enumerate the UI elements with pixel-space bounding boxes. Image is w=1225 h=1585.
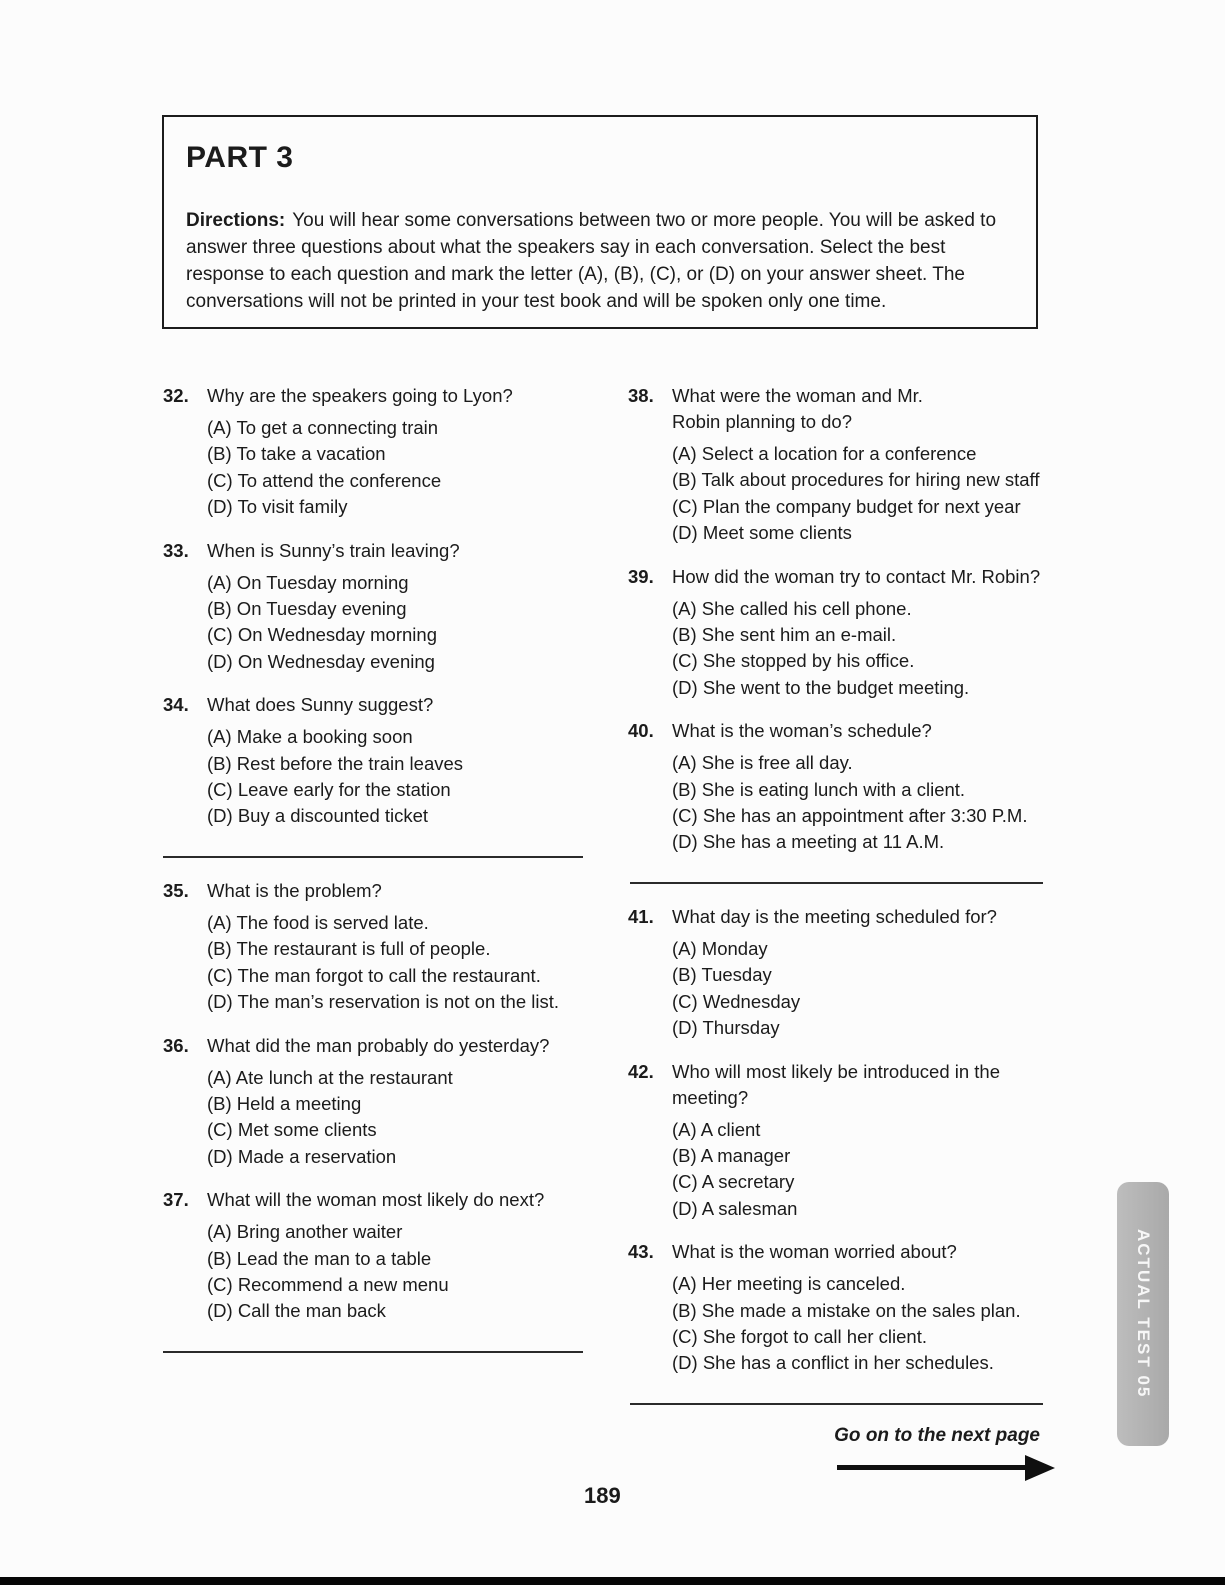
option-a: (A) Her meeting is canceled. bbox=[672, 1273, 906, 1295]
question-number: 39. bbox=[628, 565, 654, 587]
question-number: 35. bbox=[163, 879, 189, 901]
question-text: When is Sunny’s train leaving? bbox=[207, 539, 460, 561]
question-text: What day is the meeting scheduled for? bbox=[672, 905, 997, 927]
option-d: (D) She has a conflict in her schedules. bbox=[672, 1352, 994, 1374]
question-text: What did the man probably do yesterday? bbox=[207, 1034, 550, 1056]
question-39 bbox=[628, 564, 1048, 702]
option-b: (B) Held a meeting bbox=[207, 1092, 362, 1114]
option-d: (D) Thursday bbox=[672, 1017, 780, 1039]
question-number: 41. bbox=[628, 905, 654, 927]
question-text: Who will most likely be introduced in the meeting? bbox=[672, 1060, 1001, 1108]
option-a: (A) To get a connecting train bbox=[207, 417, 439, 438]
option-b: (B) A manager bbox=[672, 1144, 791, 1166]
option-d: (D) Made a reservation bbox=[207, 1145, 397, 1167]
option-c: (C) Wednesday bbox=[672, 990, 801, 1012]
question-number: 38. bbox=[628, 385, 654, 406]
option-a: (A) Make a booking soon bbox=[207, 726, 413, 748]
option-c: (C) The man forgot to call the restaurant. bbox=[207, 964, 541, 986]
option-c: (C) A secretary bbox=[672, 1171, 795, 1193]
option-b: (B) The restaurant is full of people. bbox=[207, 938, 491, 960]
question-43 bbox=[628, 1239, 1048, 1377]
question-text: What is the woman worried about? bbox=[672, 1241, 957, 1263]
question-number: 42. bbox=[628, 1060, 654, 1082]
question-number: 33. bbox=[163, 539, 189, 561]
question-text: What will the woman most likely do next? bbox=[207, 1189, 545, 1211]
question-40 bbox=[628, 718, 1048, 856]
actual-test-tab bbox=[1117, 1182, 1169, 1446]
page-bottom-bar bbox=[0, 1577, 1225, 1585]
question-32 bbox=[163, 383, 583, 521]
question-number: 36. bbox=[163, 1034, 189, 1056]
question-41 bbox=[628, 904, 1048, 1042]
option-b: (B) On Tuesday evening bbox=[207, 598, 407, 620]
option-b: (B) She made a mistake on the sales plan. bbox=[672, 1299, 1021, 1321]
directions-paragraph bbox=[186, 207, 1022, 315]
question-divider bbox=[630, 882, 1043, 884]
question-35 bbox=[163, 878, 583, 1016]
next-page-arrow-icon bbox=[837, 1455, 1055, 1481]
question-divider bbox=[630, 1403, 1043, 1405]
next-page-note bbox=[628, 1425, 1060, 1481]
option-d: (D) Call the man back bbox=[207, 1300, 386, 1322]
option-a: (A) She called his cell phone. bbox=[672, 597, 912, 619]
option-d: (D) She has a meeting at 11 A.M. bbox=[672, 831, 945, 853]
option-a: (A) Ate lunch at the restaurant bbox=[207, 1066, 453, 1088]
question-38 bbox=[628, 383, 1048, 547]
question-42 bbox=[628, 1059, 1048, 1223]
option-c: (C) Plan the company budget for next year bbox=[672, 495, 1021, 517]
option-a: (A) Bring another waiter bbox=[207, 1221, 403, 1243]
option-c: (C) On Wednesday morning bbox=[207, 624, 437, 646]
question-number: 43. bbox=[628, 1241, 654, 1263]
option-b: (B) She is eating lunch with a client. bbox=[672, 778, 966, 800]
question-number: 32. bbox=[163, 385, 189, 406]
question-column-right bbox=[628, 383, 1048, 1481]
question-34 bbox=[163, 692, 583, 830]
option-d: (D) On Wednesday evening bbox=[207, 650, 435, 672]
option-a: (A) On Tuesday morning bbox=[207, 571, 409, 593]
question-column-left bbox=[163, 383, 583, 1373]
question-text: How did the woman try to contact Mr. Robin? bbox=[672, 565, 1041, 587]
question-33 bbox=[163, 538, 583, 676]
question-36 bbox=[163, 1033, 583, 1171]
directions-label: Directions: bbox=[186, 210, 286, 231]
option-b: (B) Tuesday bbox=[672, 964, 772, 986]
option-d: (D) Buy a discounted ticket bbox=[207, 805, 429, 827]
option-c: (C) Leave early for the station bbox=[207, 779, 451, 801]
option-c: (C) To attend the conference bbox=[207, 469, 442, 491]
next-page-label: Go on to the next page bbox=[834, 1424, 1040, 1446]
option-b: (B) Rest before the train leaves bbox=[207, 752, 464, 774]
question-text: Why are the speakers going to Lyon? bbox=[207, 385, 513, 406]
option-c: (C) She stopped by his office. bbox=[672, 650, 915, 672]
directions-text: You will hear some conversations between two or more people. You will be asked to answer three questions about what the speakers say in each conversation. Select the best response to each question and mark the letter (A), (B), (C), or (D) on your answer sheet. The conversations will not be printed in your test book and will be spoken only one time. bbox=[186, 210, 997, 312]
question-number: 37. bbox=[163, 1189, 189, 1211]
question-number: 34. bbox=[163, 694, 189, 716]
directions-box bbox=[162, 115, 1038, 329]
question-text: What is the woman’s schedule? bbox=[672, 720, 932, 742]
part-title: PART 3 bbox=[186, 141, 294, 174]
question-text: What is the problem? bbox=[207, 879, 382, 901]
question-37 bbox=[163, 1187, 583, 1325]
option-a: (A) Monday bbox=[672, 937, 768, 959]
question-divider bbox=[163, 856, 583, 858]
option-b: (B) To take a vacation bbox=[207, 443, 386, 465]
option-a: (A) She is free all day. bbox=[672, 752, 853, 774]
option-d: (D) A salesman bbox=[672, 1197, 798, 1219]
page-number: 189 bbox=[584, 1483, 621, 1508]
actual-test-tab-label: ACTUAL TEST 05 bbox=[1134, 1229, 1153, 1399]
option-b: (B) She sent him an e-mail. bbox=[672, 624, 897, 646]
option-a: (A) The food is served late. bbox=[207, 911, 429, 933]
option-a: (A) A client bbox=[672, 1118, 761, 1140]
option-a: (A) Select a location for a conference bbox=[672, 443, 977, 464]
option-b: (B) Talk about procedures for hiring new staff bbox=[672, 469, 1040, 491]
option-b: (B) Lead the man to a table bbox=[207, 1247, 432, 1269]
option-d: (D) To visit family bbox=[207, 496, 348, 518]
option-d: (D) Meet some clients bbox=[672, 522, 852, 544]
option-c: (C) She has an appointment after 3:30 P.M. bbox=[672, 805, 1028, 827]
option-d: (D) The man’s reservation is not on the list. bbox=[207, 991, 559, 1013]
option-c: (C) She forgot to call her client. bbox=[672, 1325, 927, 1347]
question-text: What were the woman and Mr. Robin planning to do? bbox=[672, 385, 923, 432]
option-c: (C) Met some clients bbox=[207, 1119, 377, 1141]
option-c: (C) Recommend a new menu bbox=[207, 1273, 449, 1295]
question-text: What does Sunny suggest? bbox=[207, 694, 434, 716]
question-number: 40. bbox=[628, 720, 654, 742]
question-divider bbox=[163, 1351, 583, 1353]
option-d: (D) She went to the budget meeting. bbox=[672, 676, 970, 698]
